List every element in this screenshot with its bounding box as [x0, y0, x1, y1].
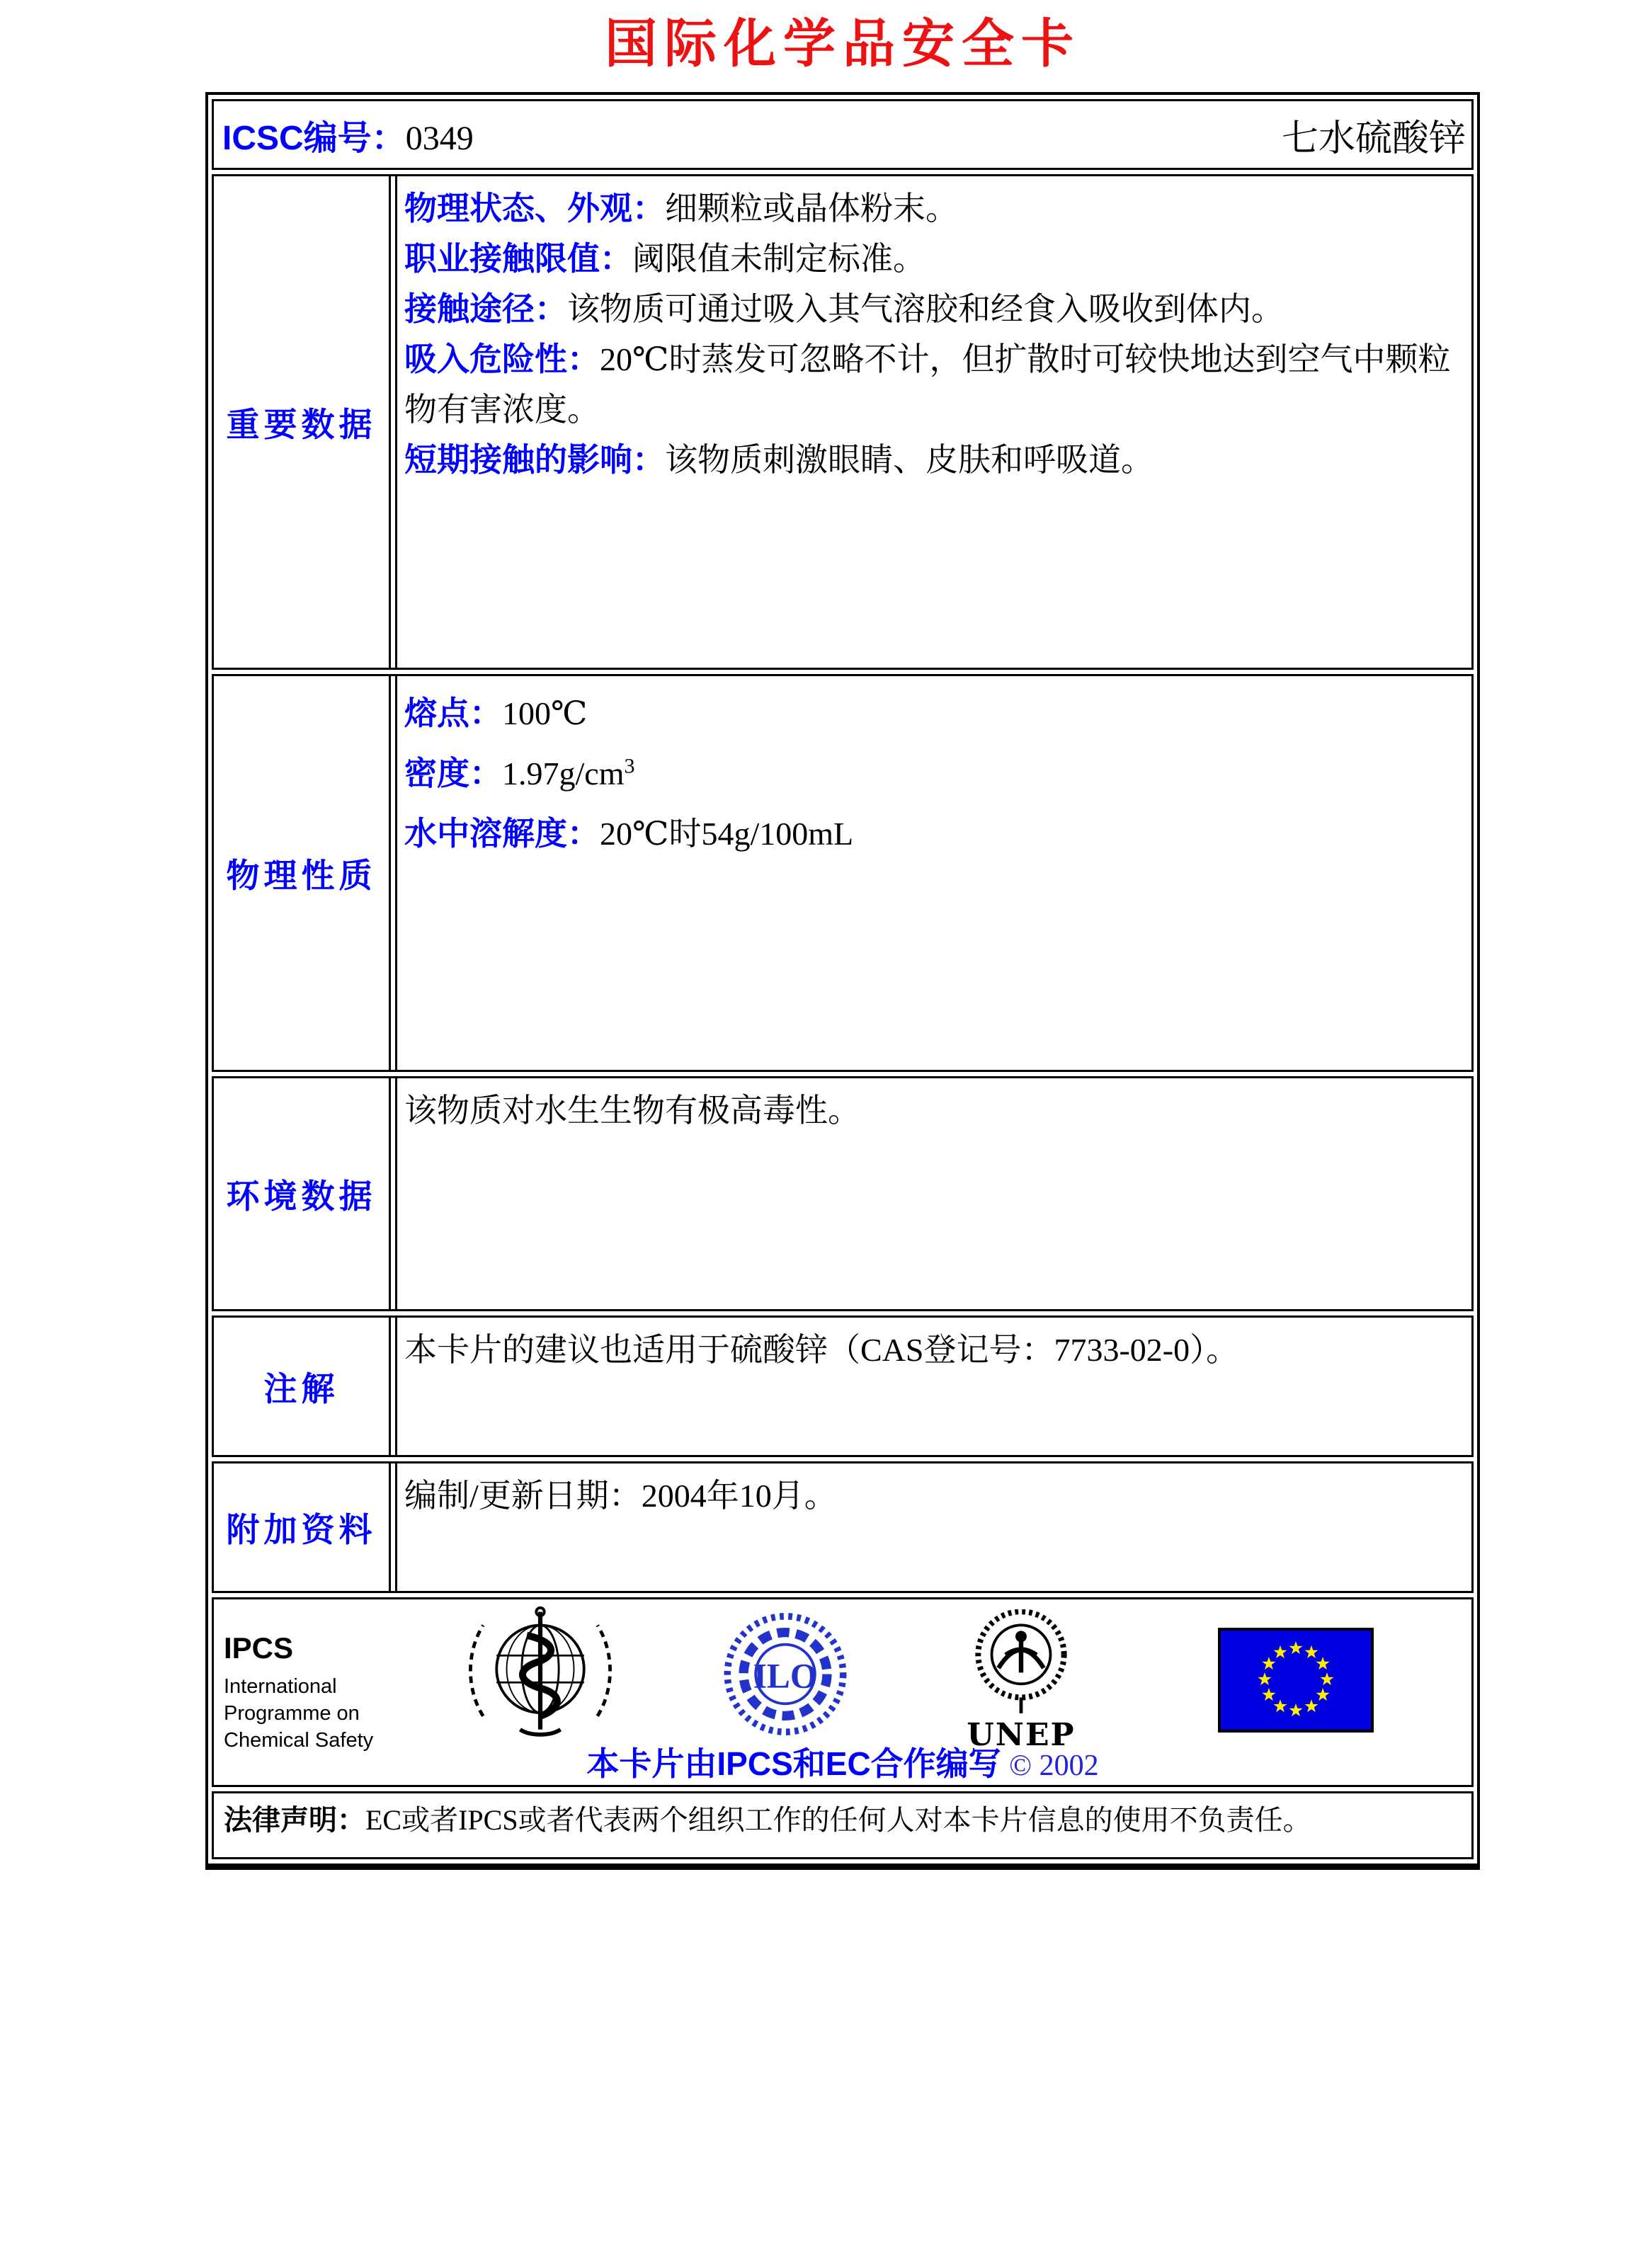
section-row-notes — [212, 1316, 1474, 1457]
section-label: 注解 — [263, 1369, 339, 1408]
item-text: 编制/更新日期：2004年10月。 — [404, 1478, 837, 1514]
ipcs-title: IPCS — [224, 1631, 294, 1665]
section-label-cell — [214, 676, 391, 1070]
data-item — [404, 804, 1459, 864]
data-item — [404, 183, 1459, 234]
section-label-cell — [214, 1463, 391, 1591]
organizations-row — [212, 1597, 1474, 1787]
eu-flag-icon — [1218, 1628, 1374, 1736]
section-label: 附加资料 — [226, 1510, 377, 1548]
ipcs-subtitle-line: International — [224, 1675, 337, 1698]
icsc-number-value: 0349 — [405, 119, 474, 157]
ilo-letters: ILO — [753, 1656, 818, 1696]
legal-statement — [224, 1802, 1462, 1839]
legal-row — [212, 1791, 1474, 1859]
item-text: 100℃ — [502, 695, 588, 731]
section-row-physical-properties — [212, 674, 1474, 1072]
unep-block — [964, 1609, 1078, 1752]
item-label: 短期接触的影响： — [404, 441, 665, 478]
item-text: 该物质刺激眼睛、皮肤和呼吸道。 — [665, 442, 1153, 478]
item-text: 20℃时54g/100mL — [600, 816, 854, 852]
item-label: 密度： — [404, 755, 502, 792]
item-label: 吸入危险性： — [404, 341, 600, 377]
icsc-number-label: ICSC编号： — [222, 119, 406, 157]
data-item — [404, 1471, 1459, 1521]
section-row-important-data — [212, 174, 1474, 670]
item-text: 本卡片的建议也适用于硫酸锌（CAS登记号：7733-02-0）。 — [404, 1332, 1239, 1368]
data-item — [404, 435, 1459, 485]
item-label: 职业接触限值： — [404, 240, 632, 277]
item-label: 熔点： — [404, 695, 502, 731]
item-label: 物理状态、外观： — [404, 190, 665, 227]
item-text: 该物质可通过吸入其气溶胶和经食入吸收到体内。 — [567, 291, 1284, 327]
section-label-cell — [214, 1318, 391, 1455]
unep-logo-icon — [964, 1609, 1078, 1716]
unep-label: UNEP — [967, 1717, 1076, 1753]
item-text: 细颗粒或晶体粉末。 — [665, 190, 958, 227]
section-label: 环境数据 — [226, 1177, 377, 1215]
data-item — [404, 1085, 1459, 1136]
section-content — [395, 676, 1471, 1070]
cooperation-caption — [214, 1738, 1471, 1785]
legal-label: 法律声明： — [224, 1805, 365, 1836]
item-text: 1.97g/cm — [502, 755, 625, 792]
item-text: 20℃时蒸发可忽略不计，但扩散时可较快地达到空气中颗粒物有害浓度。 — [404, 341, 1451, 428]
data-item — [404, 284, 1459, 334]
data-item — [404, 683, 1459, 743]
copyright-text: © 2002 — [1009, 1750, 1099, 1782]
icsc-number-group — [222, 110, 474, 159]
section-row-environmental-data — [212, 1076, 1474, 1311]
section-label-cell — [214, 1078, 391, 1309]
section-label: 物理性质 — [226, 856, 377, 894]
section-label: 重要数据 — [226, 405, 377, 443]
data-item — [404, 234, 1459, 284]
item-text: 阈限值未制定标准。 — [632, 241, 925, 277]
section-content — [395, 176, 1471, 668]
page-title: 国际化学品安全卡 — [605, 13, 1081, 74]
data-item — [404, 334, 1459, 435]
icsc-card — [205, 92, 1480, 1870]
section-label-cell — [214, 176, 391, 668]
section-content — [395, 1078, 1471, 1309]
who-logo-icon — [456, 1605, 625, 1743]
section-content — [395, 1318, 1471, 1455]
item-superscript: 3 — [624, 754, 635, 778]
legal-text: EC或者IPCS或者代表两个组织工作的任何人对本卡片信息的使用不负责任。 — [365, 1804, 1311, 1836]
substance-name: 七水硫酸锌 — [1281, 118, 1466, 159]
ilo-logo-icon — [718, 1612, 853, 1740]
ipcs-subtitle-line: Chemical Safety — [224, 1729, 374, 1752]
header-row — [212, 99, 1474, 170]
item-label: 水中溶解度： — [404, 815, 600, 852]
item-text: 该物质对水生生物有极高毒性。 — [404, 1092, 860, 1129]
ipcs-subtitle-line: Programme on — [224, 1702, 360, 1725]
data-item — [404, 1325, 1459, 1375]
item-label: 接触途径： — [404, 290, 567, 327]
ipcs-block — [224, 1631, 373, 1754]
section-content — [395, 1463, 1471, 1591]
caption-text: 本卡片由IPCS和EC合作编写 — [586, 1745, 1001, 1782]
section-row-additional-info — [212, 1461, 1474, 1593]
data-item — [404, 743, 1459, 804]
